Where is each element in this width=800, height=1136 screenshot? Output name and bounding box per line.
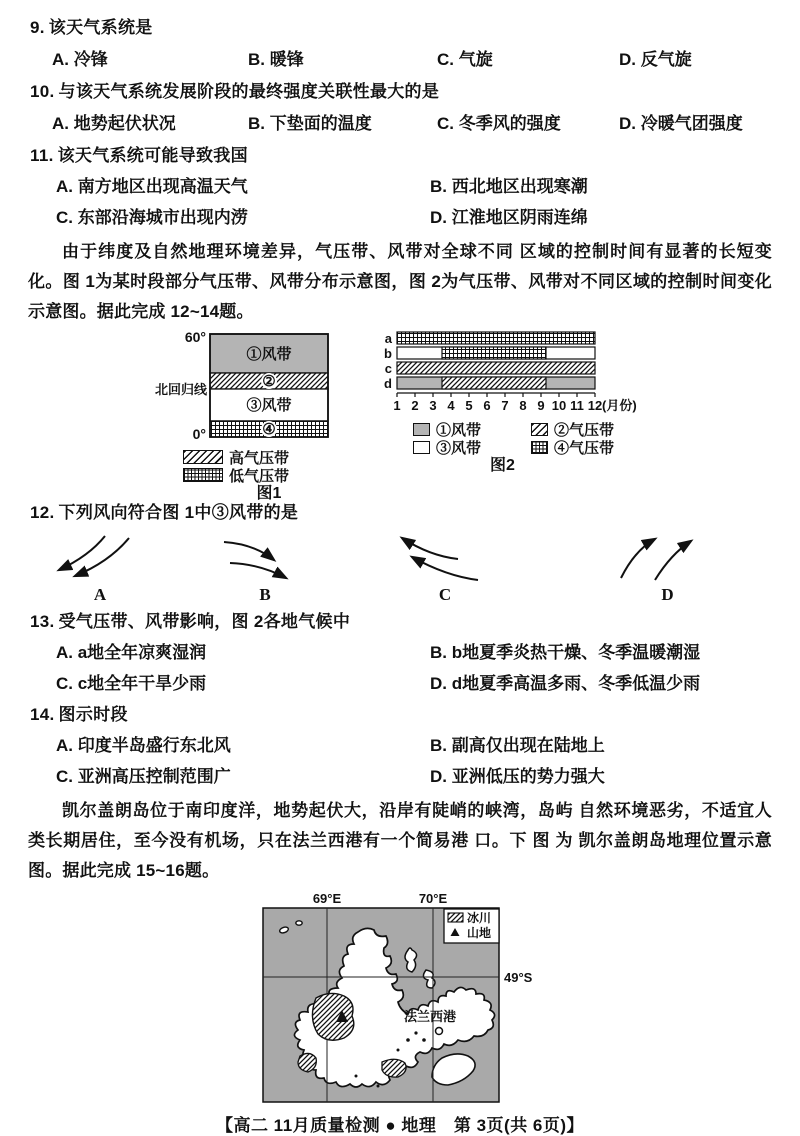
fig1-band4-label: ④ — [262, 421, 276, 438]
question-stem: 下列风向符合图 1中③风带的是 — [58, 503, 299, 522]
fig1-band1-label: ①风带 — [246, 346, 292, 363]
option-d[interactable]: D. 亚洲低压的势力强大 — [430, 767, 605, 786]
fig2-row-d: d — [384, 376, 392, 391]
map-lat-49s: 49°S — [503, 970, 532, 985]
wind-option-b[interactable] — [175, 532, 355, 606]
question-number: 13. — [30, 612, 55, 631]
question-stem: 该天气系统可能导致我国 — [57, 146, 248, 165]
option-d[interactable]: D. 江淮地区阴雨连绵 — [430, 208, 588, 227]
glacier-main — [312, 993, 353, 1040]
kerguelen-map-block — [0, 890, 800, 1105]
belt3-label: ③风带 — [436, 439, 482, 457]
fig1-caption: 图1 — [256, 485, 282, 502]
question-number: 9. — [30, 18, 45, 37]
wind-arrow-options — [0, 532, 800, 606]
option-d[interactable]: D. 冷暖气团强度 — [619, 114, 743, 133]
fig2-row-a: a — [384, 331, 392, 346]
question-13 — [0, 607, 800, 699]
wind-option-d[interactable] — [535, 532, 800, 606]
fig2-tick-6: 6 — [483, 398, 491, 413]
question-number: 10. — [30, 82, 55, 101]
kerguelen-map-svg — [258, 890, 543, 1105]
fig1-band3-label: ③风带 — [246, 397, 292, 414]
option-letter: D — [661, 585, 674, 604]
low-pressure-label: 低气压带 — [229, 467, 290, 485]
wind-arrows-northwest-icon — [390, 532, 500, 584]
question-number: 12. — [30, 503, 55, 522]
question-number: 11. — [30, 146, 54, 165]
option-b[interactable]: B. b地夏季炎热干燥、冬季温暖潮湿 — [430, 643, 701, 662]
fig1-lat-0: 0° — [192, 426, 206, 441]
port-label: 法兰西港 — [403, 1009, 456, 1024]
option-a[interactable]: A. 印度半岛盛行东北风 — [56, 736, 231, 755]
belt4-swatch — [531, 441, 548, 454]
fig2-tick-10: 10 — [551, 398, 567, 413]
page-footer: 【高二 11月质量检测 ● 地理 第 3页(共 6页)】 — [215, 1116, 585, 1135]
wind-arrows-northeast-icon — [613, 532, 723, 584]
belt4-label: ④气压带 — [554, 439, 615, 457]
question-14 — [0, 700, 800, 792]
fig2-tick-9: 9 — [537, 398, 545, 413]
map-lon-70e: 70°E — [418, 891, 447, 906]
fig2-tick-12: 12 — [587, 398, 603, 413]
fig2-caption: 图2 — [490, 457, 515, 474]
fig2-legend — [413, 420, 645, 456]
option-c[interactable]: C. 亚洲高压控制范围广 — [56, 767, 231, 786]
option-b[interactable]: B. 西北地区出现寒潮 — [430, 177, 588, 196]
figure-2-timeline-chart — [365, 329, 645, 476]
belt1-swatch — [413, 423, 430, 436]
fig2-row-b: b — [384, 346, 392, 361]
question-11 — [0, 141, 800, 233]
option-b[interactable]: B. 下垫面的温度 — [248, 114, 372, 133]
fig2-tick-4: 4 — [447, 398, 455, 413]
option-c[interactable]: C. 冬季风的强度 — [437, 114, 561, 133]
option-d[interactable]: D. 反气旋 — [619, 50, 692, 69]
belt1-label: ①风带 — [436, 421, 482, 439]
question-stem: 与该天气系统发展阶段的最终强度关联性最大的是 — [58, 82, 440, 101]
question-9 — [0, 13, 800, 76]
figures-row — [155, 329, 800, 502]
option-d[interactable]: D. d地夏季高温多雨、冬季低温少雨 — [430, 674, 701, 693]
high-pressure-swatch — [183, 450, 223, 464]
question-stem: 图示时段 — [58, 705, 128, 724]
low-pressure-swatch — [183, 468, 223, 482]
glacier-legend-label: 冰川 — [466, 911, 491, 925]
fig2-tick-8: 8 — [519, 398, 527, 413]
belt2-swatch — [531, 423, 548, 436]
figure-2-svg — [365, 329, 643, 413]
belt2-label: ②气压带 — [554, 421, 615, 439]
glacier-southwest — [298, 1053, 316, 1072]
fig1-tropic-label: 北回归线 — [155, 382, 208, 397]
fig1-band2-label: ② — [262, 373, 276, 390]
option-letter: C — [438, 585, 452, 604]
port-marker — [435, 1028, 442, 1035]
fig2-row-c: c — [384, 361, 392, 376]
fig2-tick-5: 5 — [465, 398, 473, 413]
option-c[interactable]: C. c地全年干旱少雨 — [56, 674, 207, 693]
question-stem: 受气压带、风带影响，图 2各地气候中 — [58, 612, 351, 631]
mountain-legend-label: 山地 — [466, 926, 491, 940]
high-pressure-label: 高气压带 — [229, 449, 290, 467]
wind-option-c[interactable] — [355, 532, 535, 606]
fig2-tick-1: 1 — [393, 398, 401, 413]
question-12 — [0, 498, 800, 606]
glacier-south — [382, 1059, 406, 1077]
figure-1-svg — [155, 329, 340, 441]
passage-kerguelen: 凯尔盖朗岛位于南印度洋，地势起伏大，沿岸有陡峭的峡湾，岛屿 自然环境恶劣，不适宜人类长期居住，至今没有机场，只在法兰西港有一个简易港 口。下 图 为 凯尔盖朗岛地理位置示意图。据此完成 15~16题。 — [28, 801, 772, 880]
wind-arrows-southeast-icon — [210, 532, 320, 584]
option-a[interactable]: A. 冷锋 — [52, 50, 108, 69]
option-letter: B — [259, 585, 271, 604]
option-letter: A — [93, 585, 107, 604]
map-lon-69e: 69°E — [312, 891, 341, 906]
fig2-axis-unit: (月份) — [602, 398, 637, 413]
option-a[interactable]: A. 南方地区出现高温天气 — [56, 177, 248, 196]
question-stem: 该天气系统是 — [48, 18, 153, 37]
fig2-tick-2: 2 — [411, 398, 419, 413]
wind-option-a[interactable] — [25, 532, 175, 606]
option-c[interactable]: C. 东部沿海城市出现内涝 — [56, 208, 248, 227]
option-b[interactable]: B. 暖锋 — [248, 50, 304, 69]
fig2-tick-7: 7 — [501, 398, 509, 413]
figure-1-belt-diagram — [155, 329, 345, 504]
question-number: 14. — [30, 705, 55, 724]
question-10 — [0, 77, 800, 140]
glacier-swatch — [448, 913, 463, 922]
belt3-swatch — [413, 441, 430, 454]
fig2-tick-11: 11 — [570, 398, 584, 413]
fig2-tick-3: 3 — [429, 398, 437, 413]
option-c[interactable]: C. 气旋 — [437, 50, 493, 69]
option-a[interactable]: A. 地势起伏状况 — [52, 114, 176, 133]
passage-pressure-belts: 由于纬度及自然地理环境差异，气压带、风带对全球不同 区域的控制时间有显著的长短变化。图 1为某时段部分气压带、风带分布示意图，图 2为气压带、风带对不同区域的控制时间变化示意图。据此完成 12~14题。 — [28, 242, 772, 321]
fig1-legend — [183, 448, 345, 484]
option-b[interactable]: B. 副高仅出现在陆地上 — [430, 736, 605, 755]
fig1-lat-60: 60° — [184, 329, 206, 345]
wind-arrows-southwest-icon — [45, 532, 155, 584]
option-a[interactable]: A. a地全年凉爽湿润 — [56, 643, 207, 662]
